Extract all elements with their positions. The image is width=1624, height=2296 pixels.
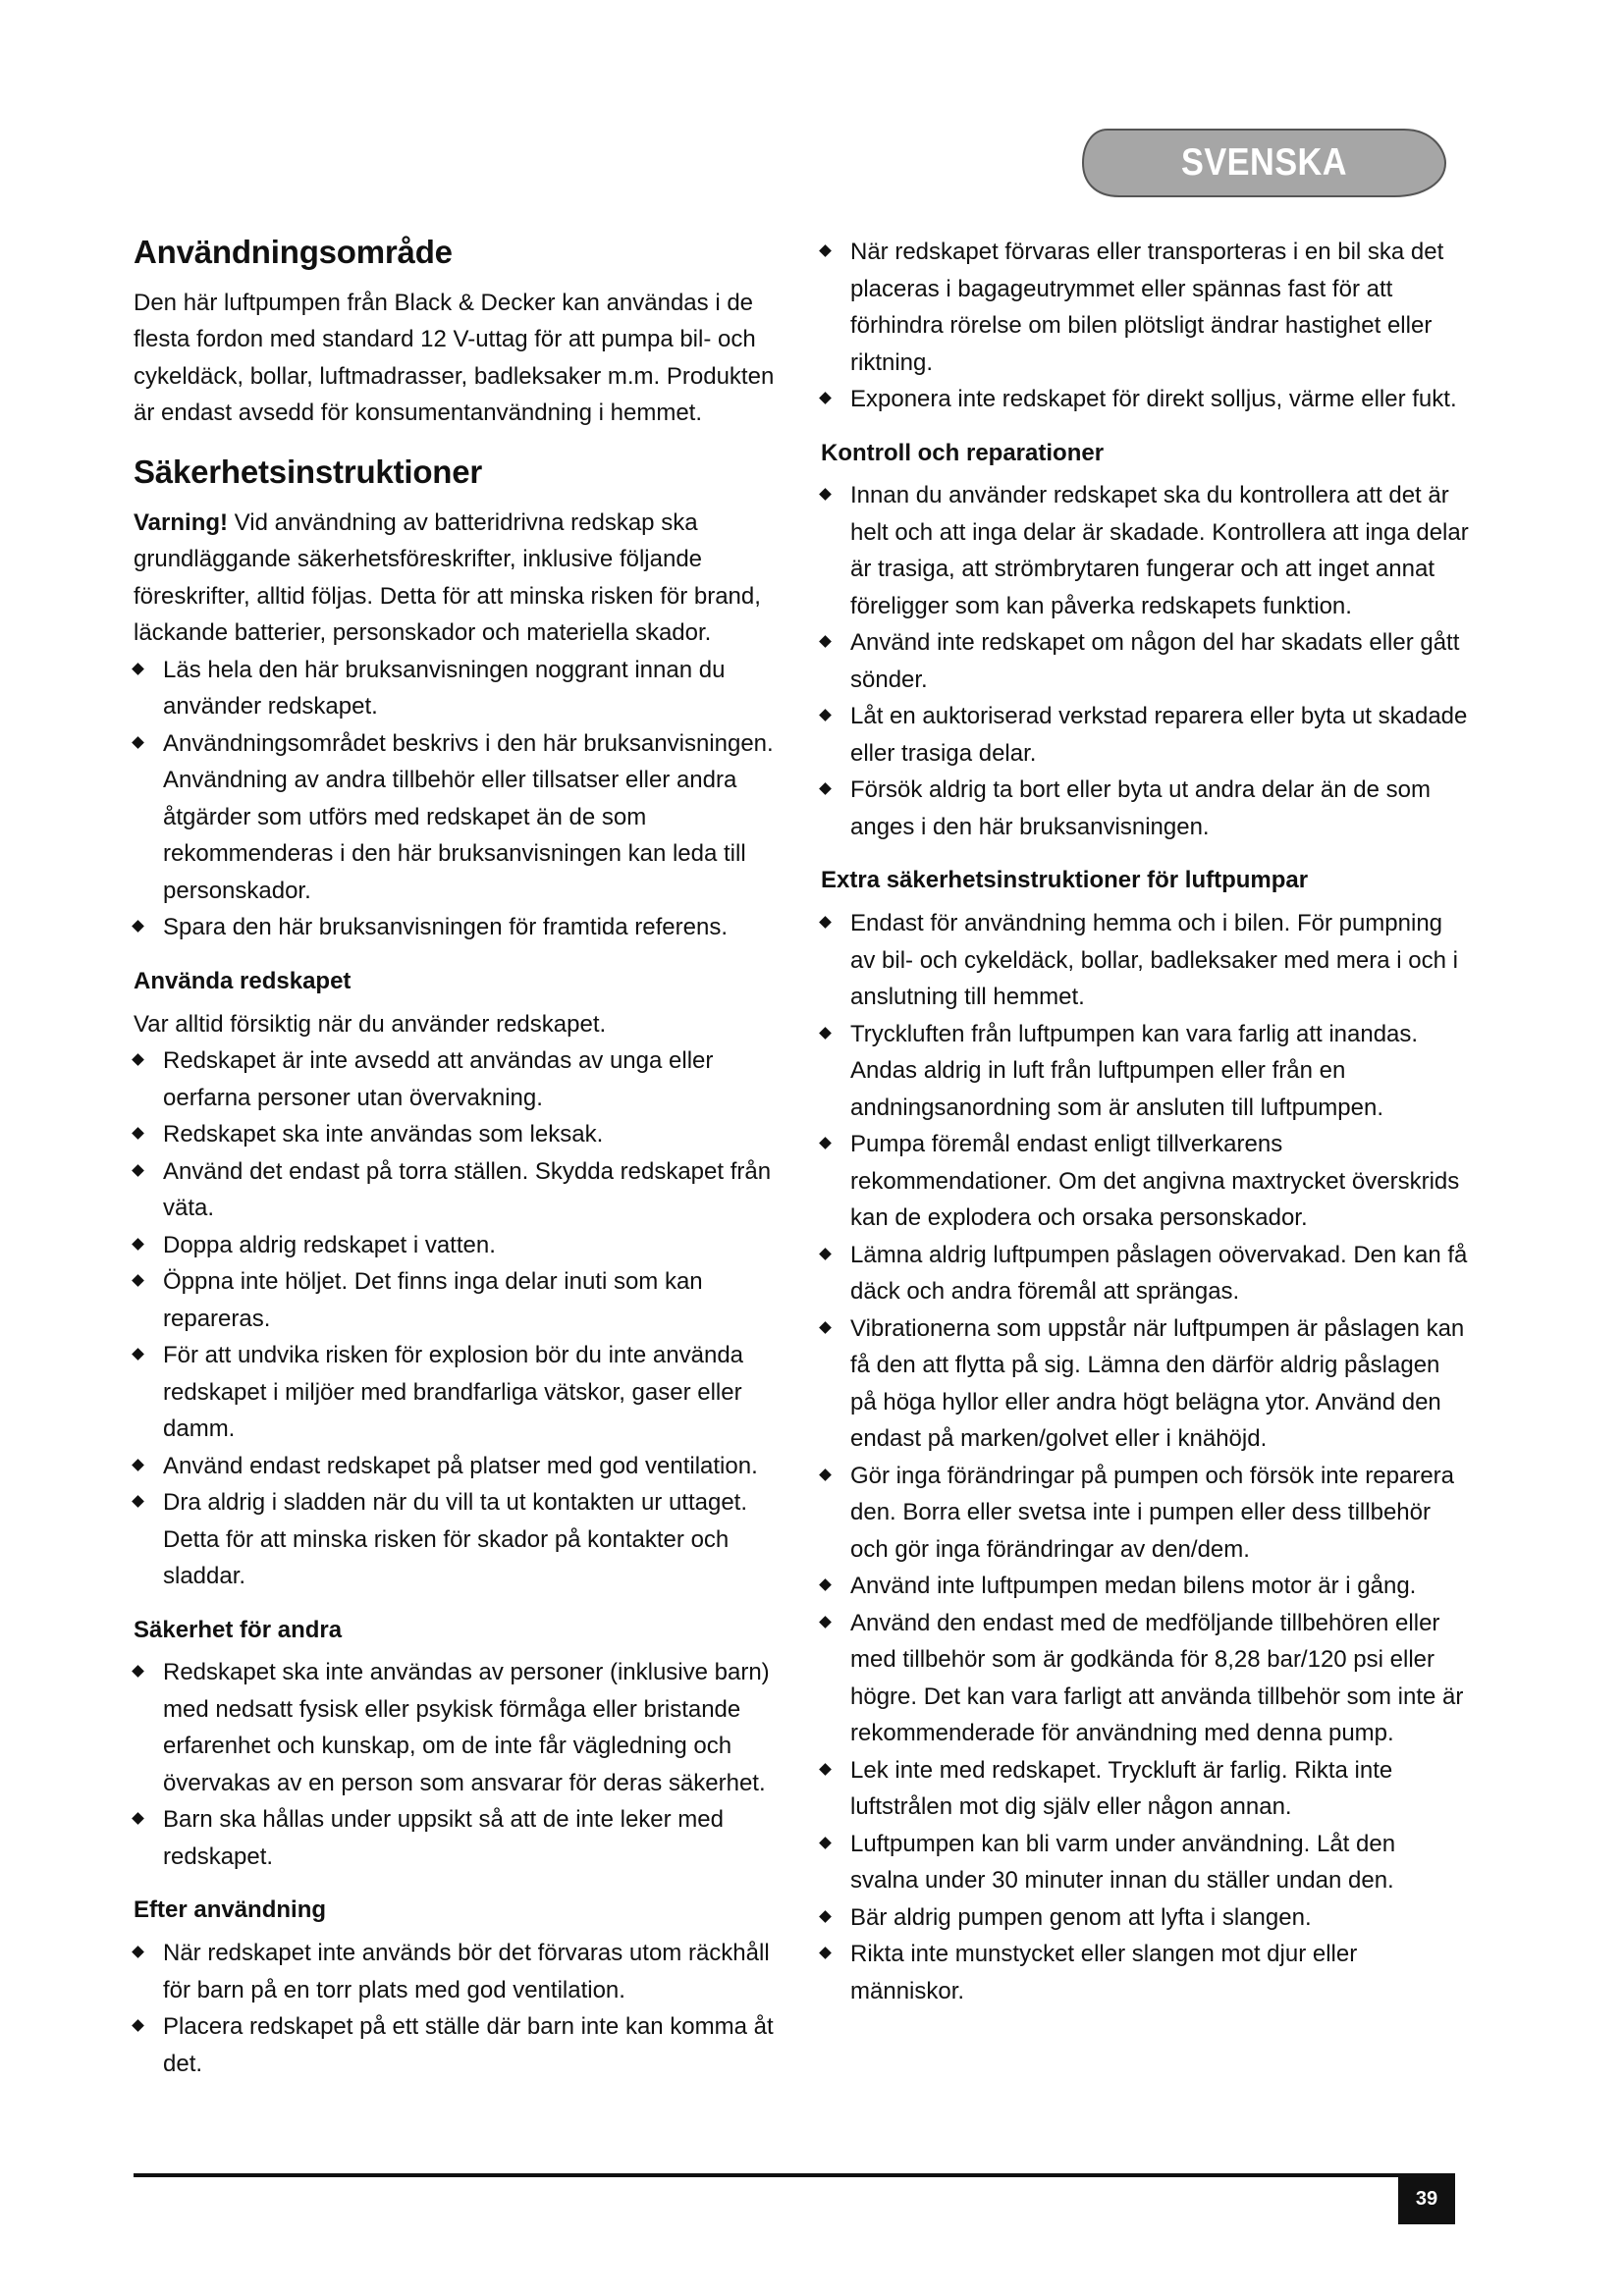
diamond-bullet-icon (819, 635, 832, 648)
list-item: Använd den endast med de medföljande tillbehören eller med tillbehör som är godkända för 8,28 bar/120 psi eller högre. Det kan vara farligt att använda tillbehör som inte är rekommenderade för användning med denna pump. (821, 1605, 1469, 1752)
warning-text: Vid användning av batteridrivna redskap ska grundläggande säkerhetsföreskrifter, inklusive följande föreskrifter, alltid följas. Detta för att minska risken för brand, läckande batterier, personskador och materiella skador. (134, 508, 761, 647)
list-item: Barn ska hållas under uppsikt så att de inte leker med redskapet. (134, 1801, 782, 1875)
list-item: Vibrationerna som uppstår när luftpumpen är påslagen kan få den att flytta på sig. Lämna den därför aldrig påslagen på höga hyllor eller andra högt belägna ytor. Använd den endast på marken/golvet eller i knähöjd. (821, 1310, 1469, 1458)
bullet-list (821, 477, 1469, 845)
diamond-bullet-icon (819, 244, 832, 257)
diamond-bullet-icon (819, 1947, 832, 1959)
diamond-bullet-icon (819, 1137, 832, 1149)
list-item: För att undvika risken för explosion bör du inte använda redskapet i miljöer med brandfarliga vätskor, gaser eller damm. (134, 1337, 782, 1448)
diamond-bullet-icon (819, 1027, 832, 1040)
diamond-bullet-icon (132, 663, 144, 675)
list-item: Lämna aldrig luftpumpen påslagen oövervakad. Den kan få däck och andra föremål att sprängas. (821, 1237, 1469, 1310)
diamond-bullet-icon (819, 1837, 832, 1849)
warning-paragraph (134, 505, 782, 652)
list-item: Användningsområdet beskrivs i den här bruksanvisningen. Användning av andra tillbehör eller tillsatser eller andra åtgärder som utförs med redskapet än de som rekommenderas i den här bruksanvisningen kan leda till personskador. (134, 725, 782, 910)
diamond-bullet-icon (819, 1910, 832, 1923)
bullet-list (134, 652, 782, 946)
list-item: Exponera inte redskapet för direkt solljus, värme eller fukt. (821, 381, 1469, 418)
list-item: Innan du använder redskapet ska du kontrollera att det är helt och att inga delar är skadade. Kontrollera att inga delar är trasiga, att strömbrytaren fungerar och att inget annat föreligger som kan påverka redskapets funktion. (821, 477, 1469, 624)
diamond-bullet-icon (819, 1468, 832, 1481)
section-title: Säkerhetsinstruktioner (134, 453, 483, 490)
list-item: Tryckluften från luftpumpen kan vara farlig att inandas. Andas aldrig in luft från luftpumpen eller från en andningsanordning som är ansluten till luftpumpen. (821, 1016, 1469, 1127)
subsection-title: Kontroll och reparationer (821, 439, 1105, 466)
diamond-bullet-icon (132, 1946, 144, 1958)
list-item: När redskapet inte används bör det förvaras utom räckhåll för barn på en torr plats med god ventilation. (134, 1935, 782, 2008)
list-item: Lek inte med redskapet. Tryckluft är farlig. Rikta inte luftstrålen mot dig själv eller någon annan. (821, 1752, 1469, 1826)
bullet-list (134, 1935, 782, 2082)
section-safety-instructions (134, 454, 782, 946)
section-body: Den här luftpumpen från Black & Decker kan användas i de flesta fordon med standard 12 V-uttag för att pumpa bil- och cykeldäck, bollar, luftmadrasser, badleksaker m.m. Produkten är endast avsedd för konsumentanvändning i hemmet. (134, 289, 775, 427)
section-using-tool (134, 968, 782, 1595)
list-item: Öppna inte höljet. Det finns inga delar inuti som kan repareras. (134, 1263, 782, 1337)
section-extra-safety-air-pumps (821, 867, 1469, 2009)
diamond-bullet-icon (819, 1763, 832, 1776)
bullet-list (134, 1654, 782, 1875)
bullet-list (134, 1042, 782, 1595)
subsection-title: Säkerhet för andra (134, 1616, 343, 1643)
list-item: När redskapet förvaras eller transporteras i en bil ska det placeras i bagageutrymmet eller spännas fast för att förhindra rörelse om bilen plötsligt ändrar hastighet eller riktning. (821, 234, 1469, 381)
diamond-bullet-icon (132, 1495, 144, 1508)
list-item: Placera redskapet på ett ställe där barn inte kan komma åt det. (134, 2008, 782, 2082)
diamond-bullet-icon (132, 2019, 144, 2032)
list-item: Använd endast redskapet på platser med god ventilation. (134, 1448, 782, 1485)
subsection-title: Använda redskapet (134, 967, 352, 994)
diamond-bullet-icon (819, 782, 832, 795)
list-item: Redskapet är inte avsedd att användas av unga eller oerfarna personer utan övervakning. (134, 1042, 782, 1116)
warning-label: Varning! (134, 508, 229, 536)
diamond-bullet-icon (132, 1164, 144, 1177)
diamond-bullet-icon (819, 1578, 832, 1591)
diamond-bullet-icon (132, 1813, 144, 1826)
diamond-bullet-icon (819, 709, 832, 721)
diamond-bullet-icon (132, 1238, 144, 1251)
bullet-list (821, 234, 1469, 418)
diamond-bullet-icon (132, 1274, 144, 1287)
diamond-bullet-icon (132, 1053, 144, 1066)
section-title: Användningsområde (134, 234, 453, 270)
section-intended-use (134, 234, 782, 432)
list-item: Rikta inte munstycket eller slangen mot djur eller människor. (821, 1936, 1469, 2009)
diamond-bullet-icon (819, 1321, 832, 1334)
list-item: Bär aldrig pumpen genom att lyfta i slangen. (821, 1899, 1469, 1937)
right-column (821, 234, 1469, 2009)
subsection-title: Efter användning (134, 1896, 327, 1924)
diamond-bullet-icon (819, 392, 832, 404)
list-item: Använd inte redskapet om någon del har skadats eller gått sönder. (821, 624, 1469, 698)
left-column (134, 234, 782, 2082)
subsection-intro: Var alltid försiktig när du använder redskapet. (134, 1010, 607, 1038)
list-item: Läs hela den här bruksanvisningen noggrant innan du använder redskapet. (134, 652, 782, 725)
list-item: Redskapet ska inte användas som leksak. (134, 1116, 782, 1153)
list-item: Försök aldrig ta bort eller byta ut andra delar än de som anges i den här bruksanvisningen. (821, 772, 1469, 845)
list-item: Doppa aldrig redskapet i vatten. (134, 1227, 782, 1264)
section-inspection-repairs (821, 440, 1469, 846)
diamond-bullet-icon (132, 1127, 144, 1140)
footer-rule (134, 2173, 1455, 2177)
list-item: Dra aldrig i sladden när du vill ta ut kontakten ur uttaget. Detta för att minska risken för skador på kontakter och sladdar. (134, 1484, 782, 1595)
diamond-bullet-icon (132, 1666, 144, 1679)
diamond-bullet-icon (132, 1348, 144, 1361)
list-item: Pumpa föremål endast enligt tillverkarens rekommendationer. Om det angivna maxtrycket överskrids kan de explodera och orsaka personskador. (821, 1126, 1469, 1237)
list-item: Redskapet ska inte användas av personer (inklusive barn) med nedsatt fysisk eller psykisk förmåga eller bristande erfarenhet och kunskap, om de inte får vägledning och övervakas av en person som ansvarar för deras säkerhet. (134, 1654, 782, 1801)
list-item: Använd det endast på torra ställen. Skydda redskapet från väta. (134, 1153, 782, 1227)
diamond-bullet-icon (132, 736, 144, 749)
bullet-list (821, 905, 1469, 2009)
subsection-title: Extra säkerhetsinstruktioner för luftpumpar (821, 867, 1309, 894)
diamond-bullet-icon (132, 1459, 144, 1471)
diamond-bullet-icon (819, 488, 832, 501)
diamond-bullet-icon (819, 1248, 832, 1260)
section-after-use (134, 1896, 782, 2082)
section-safety-others (134, 1617, 782, 1876)
language-tab (1080, 124, 1448, 202)
list-item: Gör inga förändringar på pumpen och försök inte reparera den. Borra eller svetsa inte i pumpen eller dess tillbehör och gör inga förändringar av den/dem. (821, 1458, 1469, 1569)
list-item: Endast för användning hemma och i bilen. För pumpning av bil- och cykeldäck, bollar, badleksaker med mera i och i anslutning till hemmet. (821, 905, 1469, 1016)
diamond-bullet-icon (132, 921, 144, 934)
list-item: Spara den här bruksanvisningen för framtida referens. (134, 909, 782, 946)
list-item: Använd inte luftpumpen medan bilens motor är i gång. (821, 1568, 1469, 1605)
diamond-bullet-icon (819, 916, 832, 929)
language-tab-label: SVENSKA (1180, 141, 1347, 184)
list-item: Luftpumpen kan bli varm under användning. Låt den svalna under 30 minuter innan du ställer undan den. (821, 1826, 1469, 1899)
list-item: Låt en auktoriserad verkstad reparera eller byta ut skadade eller trasiga delar. (821, 698, 1469, 772)
diamond-bullet-icon (819, 1616, 832, 1629)
page-number: 39 (1398, 2173, 1455, 2224)
